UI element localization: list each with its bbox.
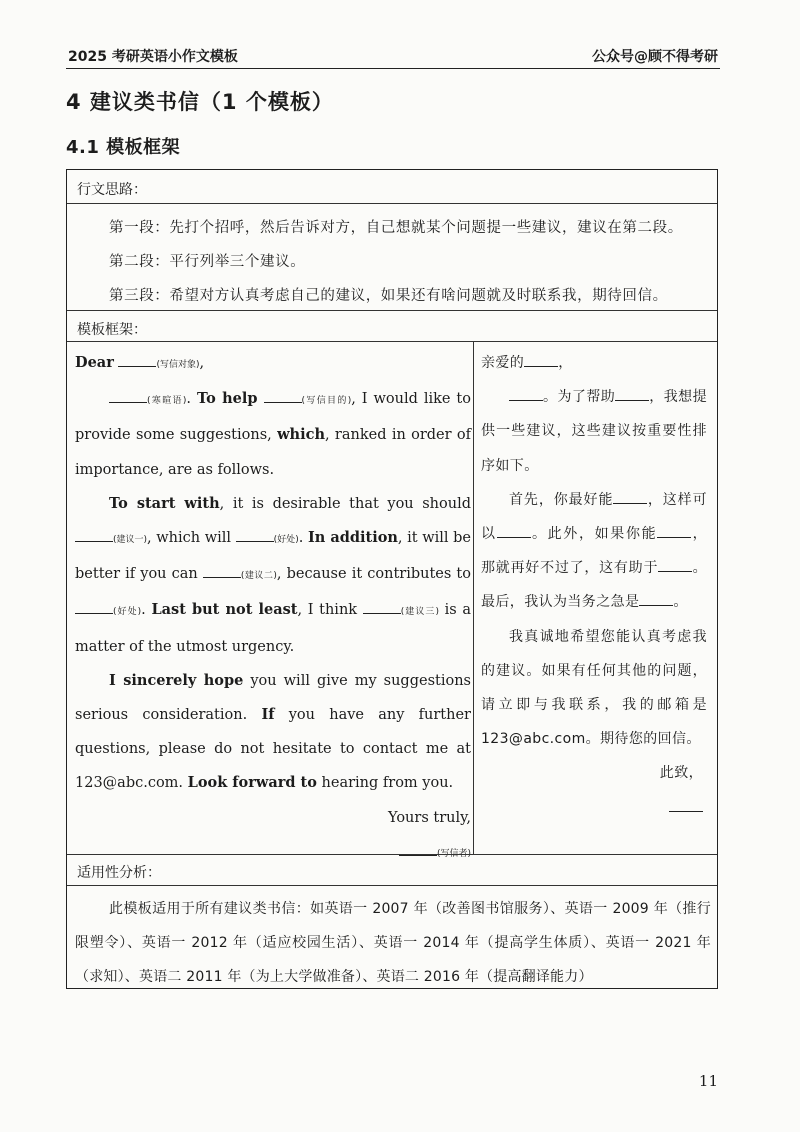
analysis-label: 适用性分析： [77,865,161,881]
cn-p2-b: ，这样可以 [481,491,707,543]
eng-p2-t4: , because it contributes to [276,566,471,583]
template-table [66,169,718,989]
eng-p1-t2: , ranked in order of importance, are as follows. [75,427,471,478]
page-number: 11 [698,1072,718,1090]
section-title: 4 建议类书信（1 个模板） [66,90,334,114]
eng-p1-b1: To help [196,390,258,408]
cn-greeting-end: ， [558,355,573,371]
cn-p3: 我真诚地希望您能认真考虑我的建议。如果有任何其他的问题，请立即与我联系，我的邮箱是 123@abc.com。期待您的回信。 [481,628,707,748]
eng-p2-t6: is a matter of the utmost urgency. [75,602,472,655]
eng-p3-t1: you will give my suggestions serious consideration. [75,672,471,724]
page-header [66,38,720,69]
eng-closing: Yours truly, [388,809,471,826]
eng-p3-b2: If [261,706,275,724]
eng-sign-note: (写信者) [436,848,471,859]
cn-p1-b: ，我想提供一些建议，这些建议按重要性排序如下。 [481,389,707,474]
chinese-template [481,346,707,825]
eng-p2-note4: (好处) [113,607,142,618]
idea-line-3: 第三段：希望对方认真考虑自己的建议，如果还有啥问题就及时联系我，期待回信。 [109,288,668,304]
cn-p2-e: 。最后，我认为当务之急是 [481,560,707,611]
eng-p2-t2: , which will [147,530,232,547]
eng-p1-t1: , I would like to provide some suggestions, [75,391,471,444]
eng-p3-b3: Look forward to [187,774,317,792]
eng-p1-b2: which [277,426,325,444]
eng-p2-note3: (建议二) [240,571,277,582]
header-account: 公众号@顾不得考研 [592,49,718,65]
cn-greeting: 亲爱的 [481,355,525,371]
ideas-label: 行文思路： [77,182,147,198]
eng-p2-t3: , it will be better if you can [75,530,472,583]
analysis-text: 此模板适用于所有建议类书信：如英语一 2007 年（改善图书馆服务）、英语一 2009 年（推行限塑令）、英语一 2012 年（适应校园生活）、英语一 2014 年（提高学生体质）、英语一 2021 年（求知）、英语二 2011 年（为上大学做准备）、英语二 2016 年（提高翻译能力） [75,901,711,985]
eng-p2-b1: To start with [109,494,220,512]
english-template: Dear (写信对象), (寒暄语). To help (写信目的), I would like to provide some suggestions, which, ranked in order of importance, are as follows. To start with, it is desirable that you should (建议一), which will (好处). In addition, it will be better if you can (建议二), because it contributes to (好处). Last but not least, I think (建议三) is a matter of the utmost urgency. I sincerely hope you will give my suggestions serious consideration. If you have any further questions, please do not hesitate to contact me at 123@abc.com. Look forward to hearing from you. Yours truly, (写信者) [75,354,472,859]
eng-p2-b2: In addition [307,529,398,547]
eng-p2-b3: Last but not least [151,601,298,619]
eng-p2-t1: , it is desirable that you should [219,495,471,512]
eng-p3-b1: I sincerely hope [109,671,244,689]
cn-p2-c: 。此外，如果你能 [530,526,658,543]
idea-line-2: 第二段：平行列举三个建议。 [109,254,306,270]
cn-p2-f: 。 [673,594,688,611]
sub-title: 4.1 模板框架 [66,137,181,158]
eng-p3-t2: you have any further questions, please do not hesitate to contact me at 123@abc.com. [75,707,471,792]
cn-p2-a: 首先，你最好能 [509,491,614,508]
cn-closing: 此致， [659,765,703,782]
eng-greeting-note: (写信对象) [156,360,200,370]
cn-p1-a: 。为了帮助 [543,389,616,406]
cn-p2-d: ，那就再好不过了，这有助于 [481,526,707,577]
eng-p2-note5: (建议三) [400,607,439,618]
eng-p2-t5: , I think [297,602,358,619]
eng-p1-note2: (写信目的) [301,396,352,407]
template-label: 模板框架： [77,322,147,338]
eng-greeting: Dear [75,354,114,371]
idea-line-1: 第一段：先打个招呼，然后告诉对方，自己想就某个问题提一些建议，建议在第二段。 [109,220,683,236]
eng-p3-t3: hearing from you. [316,775,454,792]
eng-p1-note1: (寒暄语) [147,396,187,407]
header-title: 2025 考研英语小作文模板 [68,49,238,65]
eng-p2-note2: (好处) [273,535,299,546]
eng-p2-note1: (建议一) [113,535,148,546]
